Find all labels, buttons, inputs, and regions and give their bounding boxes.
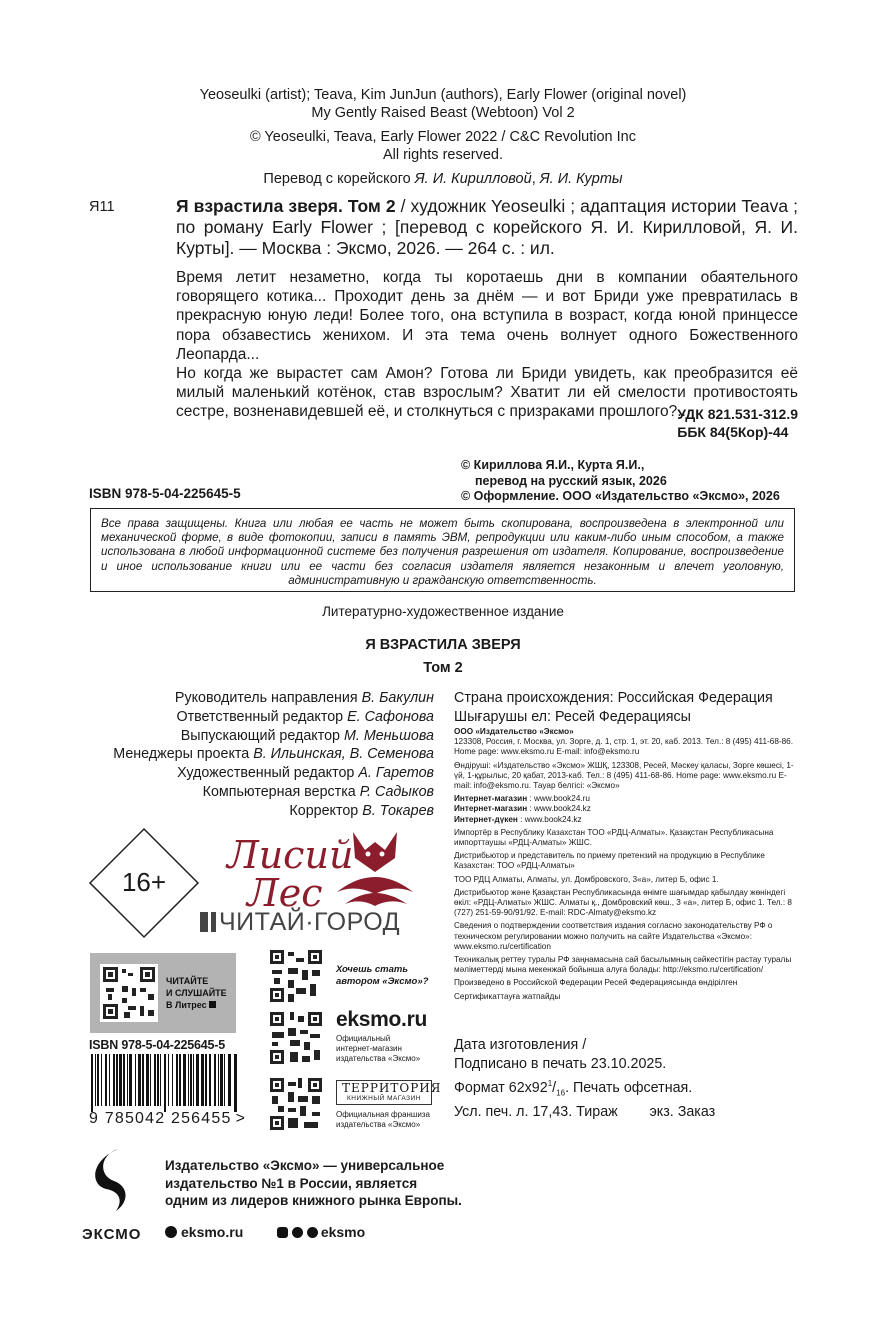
header-line-authors: Yeoseulki (artist); Teava, Kim JunJun (authors), Early Flower (original novel) [199,87,687,103]
edition-type: Литературно-художественное издание [322,604,564,619]
litres-text-1: ЧИТАЙТЕ [166,976,209,986]
chitay-gorod-logo: ЧИТАЙ·ГОРОД [200,908,400,937]
print-info [454,1036,715,1122]
barcode-arrow: > [235,1110,247,1127]
litres-icon [209,1001,216,1008]
svg-text:Лес: Лес [247,871,323,912]
udk-code: УДК 821.531-312.9 [677,406,798,422]
age-rating-badge [88,827,200,939]
chitay-bar-icon [200,912,208,932]
vk-icon[interactable] [277,1227,288,1238]
footer-links [165,1224,365,1240]
qr-author[interactable] [268,948,324,1009]
header-line-translation: Перевод с корейского Я. И. Кирилловой, Я. И. Курты [263,171,623,187]
territory-block: ТЕРРИТОРИЯ КНИЖНЫЙ МАГАЗИН Официальная франшиза издательства «Эксмо» [336,1081,442,1129]
distributor-info-kz: Дистрибьютор және Қазақстан Республикасында өнімге шағымдар қабылдау жөніндегі өкіл: «РДЦ-Алматы» ЖШС. Алматы қ., Домбровский көш., 3 «а», литер Б, офис 1. Тел.: 8 (727) 251-59-90/91/92. E-mail: RDC-Almaty@eksmo.kz [454,887,792,918]
shop-link-kz: : www.book24.kz [527,804,591,814]
barcode-digits-row [89,1110,259,1128]
staff-row: Менеджеры проекта В. Ильинская, В. Семенова [113,746,434,763]
footer-social-handle: eksmo [320,1224,366,1240]
staff-row: Руководитель направления В. Бакулин [174,690,434,706]
entry-rest: / художник Yeoseulki ; адаптация истории Teava ; по роману Early Flower ; [перевод с корейского Я. И. Кирилловой, Я. И. Курты]. — Москва : Эксмо, 2026. — 264 с. : ил. [176,196,798,258]
header-line-original-title: My Gently Raised Beast (Webtoon) Vol 2 [311,105,575,121]
signed-to-print: Подписано в печать 23.10.2025. [454,1056,667,1072]
format-line: Формат $62x92^1/_{16}$. Печать офсетная. [454,1079,693,1098]
copyright-line-2: перевод на русский язык, 2026 [475,473,667,488]
bibliographic-entry [176,196,798,259]
eksmo-shop-block: eksmo.ru Официальный интернет-магазин издательства «Эксмо» [336,1008,427,1063]
book-title: Я ВЗРАСТИЛА ЗВЕРЯ [365,637,521,653]
certification-info-kz: Техникалық реттеу туралы РФ заңнамасына сай басылымның сәйкестігін растау туралы мәліметтерді мына мекенжай бойынша алуға болады: http://eksmo.ru/certification/ [454,955,792,975]
rights-notice-box [90,508,795,592]
svg-text:Лисий: Лисий [227,833,354,877]
qr-code-icon [268,1076,324,1132]
publisher-name: ООО «Издательство «Эксмо» [454,727,574,736]
eksmo-domain: eksmo.ru [336,1008,427,1031]
qr-code-icon [268,1010,324,1066]
globe-icon [165,1226,177,1238]
qr-territory[interactable] [268,1076,324,1137]
staff-row: Выпускающий редактор М. Меньшова [180,727,434,744]
staff-row: Художественный редактор А. Гаретов [177,765,434,782]
staff-list [113,689,434,821]
catalog-code: Я11 [89,199,115,215]
footer-slogan: Издательство «Эксмо» — универсальное издательство №1 в России, является одним из лидеров книжного рынка Европы. [165,1158,462,1208]
bbk-code: ББК 84(5Кор)-44 [677,424,789,440]
age-rating-text: 16+ [121,867,167,897]
litres-block[interactable] [90,953,236,1033]
territory-logo: ТЕРРИТОРИЯ КНИЖНЫЙ МАГАЗИН [336,1080,432,1105]
barcode-digits: 9 785042 256455 [89,1110,232,1127]
staff-row: Ответственный редактор Е. Сафонова [176,708,434,725]
header-line-copyright: © Yeoseulki, Teava, Early Flower 2022 / C&C Revolution Inc [249,129,636,145]
made-in: Произведено в Российской Федерации Ресей Федерациясында өндірілген [454,978,738,988]
copyright-line-1: © Кириллова Я.И., Курта Я.И., [461,458,645,472]
publisher-address-kz: Өндіруші: «Издательство «Эксмо» ЖШҚ, 123308, Ресей, Мәскеу қаласы, Зорге көшесі, 1-үй, 1-құрылыс, 20 қабат, 2013-каб. Тел.: 8 (495) 411-68-86. Home page: www.eksmo.ru E-mail: info@eksmo.ru. Тауар белгісі: «Эксмо» [454,760,794,791]
qr-eksmo-shop[interactable] [268,1010,324,1071]
author-invite: Хочешь стать автором «Эксмо»? [336,964,429,987]
copyright-line-3: © Оформление. ООО «Издательство «Эксмо», 2026 [461,489,780,503]
litres-text-2: И СЛУШАЙТЕ [166,988,227,998]
annotation [176,268,798,422]
header-line-rights: All rights reserved. [382,147,504,163]
staff-row: Компьютерная верстка Р. Садыков [202,783,434,800]
distributor-address: ТОО РДЦ Алматы, Алматы, ул. Домбровского, 3«а», литер Б, офис 1. [454,874,719,884]
distributor-info: Дистрибьютор и представитель по приему претензий на продукцию в Республике Казахстан: ТОО «РДЦ-Алматы» [454,851,765,871]
volume-label: Том 2 [423,660,463,676]
publisher-address: 123308, Россия, г. Москва, ул. Зорге, д. 1, стр. 1, эт. 20, каб. 2013. Тел.: 8 (495) 411-68-86. Home page: www.eksmo.ru E-mail: info@eksmo.ru [454,737,793,757]
rights-notice-text: Все права защищены. Книга или любая ее часть не может быть скопирована, воспроизведена в электронной или механической форме, в виде фотокопии, записи в память ЭВМ, репродукции или каким-либо иным способом, а также использована в любой информационной системе без получения разрешения от издателя. Копирование, воспроизведение и иное использование книги или ее части без согласия издателя является незаконным и влечет уголовную, административную и гражданскую ответственность. [101,517,784,587]
footer-site-link[interactable]: eksmo.ru [181,1224,244,1240]
litres-text-3: В Литрес [166,999,227,1011]
print-run-line: Усл. печ. л. 17,43. Тираж экз. Заказ [454,1103,716,1120]
telegram-icon[interactable] [307,1227,318,1238]
copyright-block [461,458,780,505]
origin-kz: Шығарушы ел: Ресей Федерациясы [454,708,691,725]
eksmo-logo [82,1145,146,1243]
eksmo-swirl-icon [88,1145,146,1221]
country-of-origin [454,689,773,727]
barcode-bars [89,1054,239,1112]
shop-link-kz-2: : www.book24.kz [517,814,582,824]
staff-row: Корректор В. Токарев [289,802,434,819]
litres-qr-icon [100,964,158,1022]
no-certification: Сертификаттауға жатпайды [454,991,561,1001]
print-date-label: Дата изготовления / [454,1037,587,1053]
annotation-paragraph-2: Но когда же вырастет сам Амон? Готова ли Бриди увидеть, как преобразится её милый маленький котёнок, став взрослым? Хватит ли ей смелости противостоять сестре, возненавидевшей её, и столкнуться с призраками прошлого?.. [176,365,798,421]
origin-ru: Страна происхождения: Российская Федерация [454,690,773,706]
chitay-bar-icon [211,912,216,932]
qr-code-icon [268,948,324,1004]
certification-info: Сведения о подтверждении соответствия издания согласно законодательству РФ о техническом регулировании можно получить на сайте Издательства «Эксмо»: www.eksmo.ru/certification [454,921,773,951]
publisher-info: ООО «Издательство «Эксмо» 123308, Россия, г. Москва, ул. Зорге, д. 1, стр. 1, эт. 20, каб. 2013. Тел.: 8 (495) 411-68-86. Home page: www.eksmo.ru E-mail: info@eksmo.ru Өндіруші: «Издательство «Эксмо» ЖШҚ, 123308, Ресей, Мәскеу қаласы, Зорге көшесі, 1-үй, 1-құрылыс, 20 қабат, 2013-каб. Тел.: 8 (495) 411-68-86. Home page: www.eksmo.ru E-mail: info@eksmo.ru. Тауар белгісі: «Эксмо» Интернет-магазин : www.book24.ru Интернет-магазин : www.book24.kz Интернет-дүкен : www.book24.kz Импортёр в Республику Казахстан ТОО «РДЦ-Алматы». Қазақстан Республикасына импорттаушы «РДЦ-Алматы» ЖШС. Дистрибьютор и представитель по приему претензий на продукцию в Республике Казахстан: ТОО «РДЦ-Алматы» ТОО РДЦ Алматы, Алматы, ул. Домбровского, 3«а», литер Б, офис 1. Дистрибьютор және Қазақстан Республикасында өнімге шағымдар қабылдау жөніндегі өкіл: «РДЦ-Алматы» ЖШС. Алматы қ., Домбровский көш., 3 «а», литер Б, офис 1. Тел.: 8 (727) 251-59-90/91/92. E-mail: RDC-Almaty@eksmo.kz Сведения о подтверждении соответствия издания согласно законодательству РФ о техническом регулировании можно получить на сайте Издательства «Эксмо»: www.eksmo.ru/certification Техникалық реттеу туралы РФ заңнамасына сай басылымның сәйкестігін растау туралы мәліметтерді мына мекенжай бойынша алуға болады: http://eksmo.ru/certification/ Произведено в Российской Федерации Ресей Федерациясында өндірілген Сертификаттауға жатпайды [454,727,800,1005]
entry-title: Я взрастила зверя. Том 2 [176,196,396,216]
isbn-barcode [89,1038,259,1133]
shop-link-ru: : www.book24.ru [527,794,590,804]
lisiy-les-logo [225,822,435,912]
barcode-isbn-label: ISBN 978-5-04-225645-5 [89,1038,225,1052]
isbn: ISBN 978-5-04-225645-5 [89,486,241,501]
annotation-paragraph-1: Время летит незаметно, когда ты коротаешь дни в компании обаятельного говорящего котика... Проходит день за днём — и вот Бриди уже превратилась в прекрасную юную леди! Более того, она вступила в возраст, когда юной принцессе пора обзавестись женихом. И эта тема очень волнует одного Божественного Леопарда... [176,269,798,363]
ok-icon[interactable] [292,1227,303,1238]
header-block [0,86,886,188]
eksmo-brand: ЭКСМО [82,1226,142,1243]
importer-info: Импортёр в Республику Казахстан ТОО «РДЦ-Алматы». Қазақстан Республикасына импорттаушы «РДЦ-Алматы» ЖШС. [454,827,774,848]
classification-codes [677,405,798,441]
